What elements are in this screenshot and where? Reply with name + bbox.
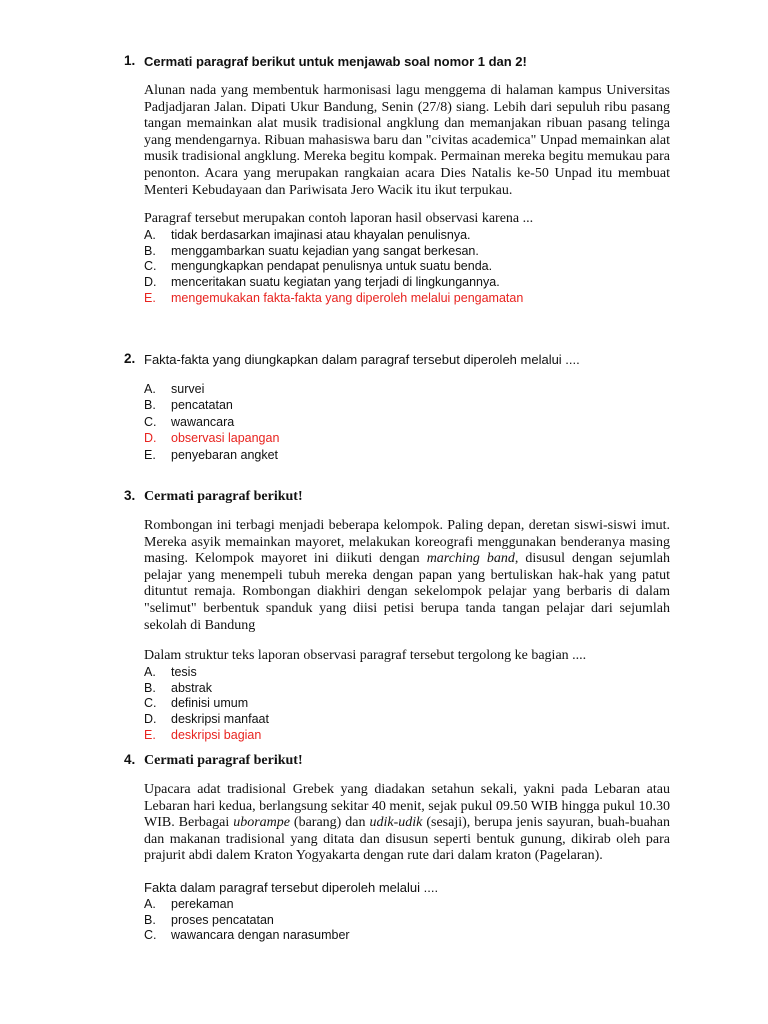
paragraph-text: Upacara adat tradisional Grebek yang diadakan setahun sekali, yakni pada Lebaran atau Lebaran hari kedua, berlangsung sekitar 40 menit, sejak pukul 09.50 WIB hingga pukul 10.30 WIB. Berbagai: [144, 782, 670, 831]
option-letter: D.: [144, 274, 157, 289]
option-a: [144, 897, 670, 913]
option-text: mengemukakan fakta-fakta yang diperoleh melalui pengamatan: [171, 290, 524, 305]
option-a: [144, 665, 670, 681]
option-letter: A.: [144, 896, 156, 911]
option-d-correct-answer: [144, 430, 670, 446]
paragraph-italic-term: marching band: [426, 551, 515, 567]
question-number: 2.: [124, 351, 136, 366]
question-2: [124, 351, 670, 463]
option-text: definisi umum: [171, 696, 249, 711]
question-1: [124, 53, 670, 306]
option-text: menceritakan suatu kegiatan yang terjadi di lingkungannya.: [171, 274, 500, 289]
paragraph-text: (barang) dan: [289, 815, 370, 831]
option-list: [144, 228, 670, 306]
paragraph-line: kompak. Permainan mereka begitu memukau para penonton. Acara yang merupakan: [144, 149, 670, 181]
option-c: [144, 414, 670, 430]
option-letter: B.: [144, 243, 156, 258]
option-letter: A.: [144, 228, 156, 243]
option-c: [144, 259, 670, 275]
question-paragraph: [144, 782, 670, 865]
option-text: wawancara dengan narasumber: [171, 928, 350, 943]
question-heading: Cermati paragraf berikut untuk menjawab soal nomor 1 dan 2!: [144, 54, 527, 69]
paragraph-line: Universitas Padjadjaran Jalan. Dipati Ukur Bandung, Senin (27/8) siang. Lebih dari: [144, 83, 670, 115]
option-b: [144, 681, 670, 697]
option-letter: B.: [144, 912, 156, 927]
option-letter: A.: [144, 382, 156, 396]
option-text: survei: [171, 382, 205, 396]
question-heading: Cermati paragraf berikut!: [144, 753, 303, 768]
question-number: 1.: [124, 53, 136, 68]
option-letter: C.: [144, 414, 157, 429]
paragraph-text: Rombongan ini terbagi menjadi beberapa kelompok. Paling depan, deretan siswi-siswi imut. Mereka asyik memainkan mayoret, melakukan koreografi menggunakan benderanya masing masing. Kelompok mayoret ini diikuti dengan: [144, 518, 670, 567]
option-list: [144, 665, 670, 743]
question-prompt: Paragraf tersebut merupakan contoh laporan hasil observasi karena ...: [144, 211, 534, 227]
paragraph-line: Pariwisata Jero Wacik itu ikut terpukau.: [289, 182, 513, 198]
option-text: menggambarkan suatu kejadian yang sangat berkesan.: [171, 243, 479, 258]
paragraph-text: , disusul dengan sejumlah pelajar yang menempeli tubuh mereka dengan papan yang bertuliskan hak-hak yang patut dituntut remaja. Rombongan diakhiri dengan sekelompok pelajar yang berbaris di dalam "selimut" berbentuk spanduk yang diisi petisi berupa tanda tangan pelajar dari sejumlah sekolah di Bandung: [144, 551, 670, 633]
option-text: proses pencatatan: [171, 912, 274, 927]
option-b: [144, 244, 670, 260]
option-list: [144, 897, 670, 944]
question-heading: Cermati paragraf berikut!: [144, 489, 303, 504]
paragraph-line: sepuluh ribu pasang tangan memainkan alat musik tradisional angklung dan: [144, 99, 671, 132]
paragraph-italic-term: udik-udik: [369, 815, 423, 831]
option-letter: D.: [144, 431, 157, 446]
option-d: [144, 712, 670, 728]
paragraph-line: rangkaian acara Dies Natalis ke-50 Unpad itu membuat Menteri Kebudayaan dan: [144, 165, 671, 198]
paragraph-line: Alunan nada yang membentuk harmonisasi lagu menggema di halaman kampus: [144, 83, 602, 98]
question-prompt: Fakta dalam paragraf tersebut diperoleh melalui ....: [144, 879, 439, 895]
question-paragraph: [144, 83, 670, 199]
paragraph-italic-term: uborampe: [233, 815, 290, 831]
option-letter: E.: [144, 290, 156, 305]
option-text: deskripsi manfaat: [171, 711, 269, 726]
option-letter: E.: [144, 447, 156, 462]
option-c: [144, 696, 670, 712]
question-4: [124, 752, 670, 944]
question-prompt: Dalam struktur teks laporan observasi paragraf tersebut tergolong ke bagian ....: [144, 648, 587, 664]
option-text: mengungkapkan pendapat penulisnya untuk suatu benda.: [171, 259, 493, 274]
option-e-correct-answer: [144, 728, 670, 744]
option-b: [144, 397, 670, 413]
paragraph-line: "civitas academica" Unpad memainkan alat musik tradisional angklung. Mereka begitu: [144, 132, 670, 165]
option-e: [144, 447, 670, 463]
option-letter: B.: [144, 680, 156, 695]
question-number: 3.: [124, 488, 136, 503]
option-list: [144, 381, 670, 463]
option-text: abstrak: [171, 680, 212, 695]
option-letter: E.: [144, 727, 156, 742]
option-text: pencatatan: [171, 398, 233, 413]
option-letter: C.: [144, 928, 157, 943]
option-b: [144, 913, 670, 929]
question-paragraph: [144, 518, 670, 634]
option-letter: B.: [144, 398, 156, 413]
option-letter: D.: [144, 711, 157, 726]
option-text: observasi lapangan: [171, 431, 280, 446]
option-text: wawancara: [171, 414, 235, 429]
option-text: tidak berdasarkan imajinasi atau khayalan penulisnya.: [171, 228, 471, 243]
option-a: [144, 228, 670, 244]
option-text: penyebaran angket: [171, 447, 279, 462]
question-number: 4.: [124, 752, 136, 767]
option-a: [144, 381, 670, 397]
question-3: [124, 488, 670, 743]
option-e-correct-answer: [144, 291, 670, 307]
option-letter: C.: [144, 696, 157, 711]
option-letter: C.: [144, 259, 157, 274]
option-text: perekaman: [171, 896, 234, 911]
option-c: [144, 928, 670, 944]
question-heading: Fakta-fakta yang diungkapkan dalam paragraf tersebut diperoleh melalui ....: [144, 352, 580, 367]
option-text: tesis: [171, 665, 197, 680]
paragraph-text: (sesaji), berupa jenis sayuran, buah-buahan dan makanan tradisional yang ditata dan disusun seperti bentuk gunung, dikirab oleh para prajurit abdi dalem Kraton Yogyakarta dengan rute dari dalam kraton (Pagelaran).: [144, 815, 670, 864]
option-letter: A.: [144, 665, 156, 680]
option-d: [144, 275, 670, 291]
paragraph-line: memanjakan ribuan pasang telinga yang mendengarnya. Ribuan mahasiswa baru dan: [144, 116, 671, 148]
option-text: deskripsi bagian: [171, 727, 262, 742]
